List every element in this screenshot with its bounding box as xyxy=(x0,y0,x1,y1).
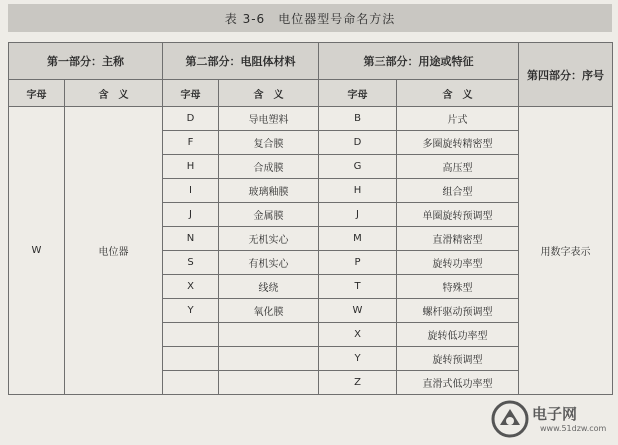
part2-letter-empty xyxy=(163,347,219,371)
part2-letter: D xyxy=(163,107,219,131)
part3-meaning: 单圈旋转预调型 xyxy=(397,203,519,227)
part3-meaning: 高压型 xyxy=(397,155,519,179)
part3-meaning: 片式 xyxy=(397,107,519,131)
part3-meaning: 直滑精密型 xyxy=(397,227,519,251)
header-meaning-1: 含 义 xyxy=(65,80,163,107)
header-meaning-2: 含 义 xyxy=(219,80,319,107)
part3-meaning: 旋转预调型 xyxy=(397,347,519,371)
part2-meaning: 有机实心 xyxy=(219,251,319,275)
header-letter-2: 字母 xyxy=(163,80,219,107)
header-letter-3: 字母 xyxy=(319,80,397,107)
part4-value: 用数字表示 xyxy=(519,107,613,395)
header-row-1 xyxy=(9,43,613,80)
part3-letter: J xyxy=(319,203,397,227)
part2-meaning: 复合膜 xyxy=(219,131,319,155)
watermark-url: www.51dzw.com xyxy=(540,424,607,433)
part3-letter: Z xyxy=(319,371,397,395)
part2-letter: N xyxy=(163,227,219,251)
part3-meaning: 旋转功率型 xyxy=(397,251,519,275)
part3-letter: B xyxy=(319,107,397,131)
part3-meaning: 组合型 xyxy=(397,179,519,203)
part2-meaning-empty xyxy=(219,323,319,347)
header-part3: 第三部分：用途或特征 xyxy=(319,43,519,80)
part3-letter: G xyxy=(319,155,397,179)
part1-meaning: 电位器 xyxy=(65,107,163,395)
part3-letter: D xyxy=(319,131,397,155)
part2-meaning: 金属膜 xyxy=(219,203,319,227)
part2-letter: Y xyxy=(163,299,219,323)
watermark-name: 电子网 xyxy=(532,405,578,423)
naming-table xyxy=(8,42,613,395)
part2-letter: H xyxy=(163,155,219,179)
part2-meaning: 无机实心 xyxy=(219,227,319,251)
part3-meaning: 直滑式低功率型 xyxy=(397,371,519,395)
part3-letter: M xyxy=(319,227,397,251)
header-meaning-3: 含 义 xyxy=(397,80,519,107)
part2-meaning: 玻璃釉膜 xyxy=(219,179,319,203)
table-title-text: 表 3-6 电位器型号命名方法 xyxy=(224,11,396,26)
header-part1: 第一部分：主称 xyxy=(9,43,163,80)
site-logo-icon xyxy=(490,399,530,439)
site-watermark xyxy=(490,399,608,439)
part3-letter: H xyxy=(319,179,397,203)
part2-letter: S xyxy=(163,251,219,275)
part2-meaning: 合成膜 xyxy=(219,155,319,179)
part3-letter: P xyxy=(319,251,397,275)
part2-meaning: 线绕 xyxy=(219,275,319,299)
part2-meaning-empty xyxy=(219,347,319,371)
table-row xyxy=(9,107,613,131)
part2-letter: I xyxy=(163,179,219,203)
part2-letter-empty xyxy=(163,323,219,347)
part2-letter: X xyxy=(163,275,219,299)
part3-meaning: 螺杆驱动预调型 xyxy=(397,299,519,323)
part2-letter-empty xyxy=(163,371,219,395)
part3-letter: Y xyxy=(319,347,397,371)
part3-letter: W xyxy=(319,299,397,323)
table-title xyxy=(8,4,612,32)
header-part4: 第四部分：序号 xyxy=(519,43,613,107)
part2-letter: F xyxy=(163,131,219,155)
header-letter-1: 字母 xyxy=(9,80,65,107)
part2-meaning-empty xyxy=(219,371,319,395)
part2-meaning: 导电塑料 xyxy=(219,107,319,131)
part2-letter: J xyxy=(163,203,219,227)
part1-letter: W xyxy=(9,107,65,395)
part3-meaning: 多圈旋转精密型 xyxy=(397,131,519,155)
part3-letter: X xyxy=(319,323,397,347)
part2-meaning: 氧化膜 xyxy=(219,299,319,323)
part3-meaning: 旋转低功率型 xyxy=(397,323,519,347)
header-part2: 第二部分：电阻体材料 xyxy=(163,43,319,80)
part3-letter: T xyxy=(319,275,397,299)
part3-meaning: 特殊型 xyxy=(397,275,519,299)
